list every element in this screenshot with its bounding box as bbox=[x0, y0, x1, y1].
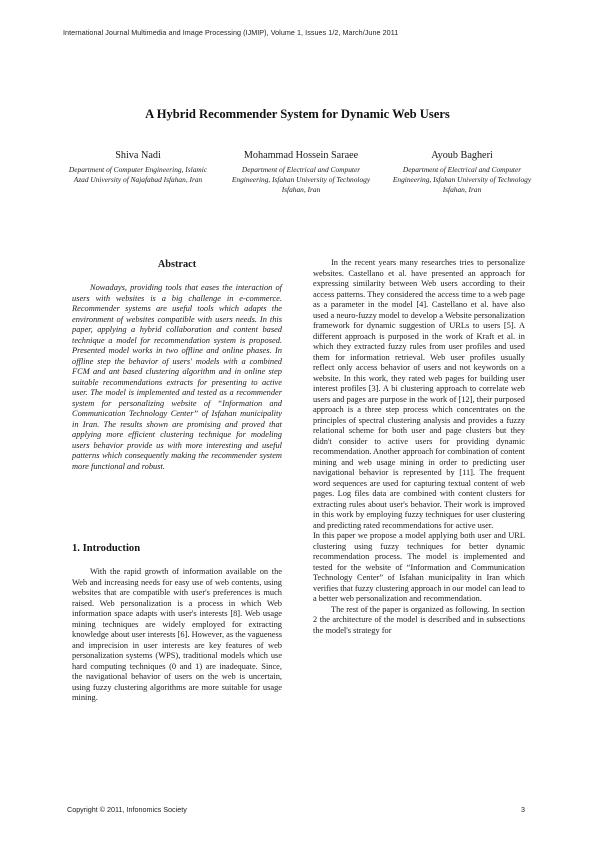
author-affiliation: Department of Computer Engineering, Islamic Azad University of Najafabad Isfahan, Iran bbox=[68, 165, 208, 184]
paper-title: A Hybrid Recommender System for Dynamic Web Users bbox=[145, 107, 450, 121]
author-block bbox=[231, 150, 371, 195]
author-block bbox=[68, 150, 208, 185]
author-affiliation: Department of Electrical and Computer Engineering, Isfahan University of Technology Isfahan, Iran bbox=[392, 165, 532, 194]
copyright-footer: Copyright © 2011, Infonomics Society bbox=[67, 805, 187, 814]
section-heading-introduction: 1. Introduction bbox=[72, 543, 141, 554]
page-number: 3 bbox=[521, 805, 525, 814]
body-paragraph: The rest of the paper is organized as following. In section 2 the architecture of the model is described and in subsections the model's strategy for bbox=[313, 604, 525, 635]
introduction-paragraph: With the rapid growth of information available on the Web and increasing needs for easy use of web contents, using websites that are compatible with user's preferences is much raised. Web personalization is a process in which Web information space adapts with user's interests [8]. Web usage mining techniques are widely employed for extracting knowledge about user interests [6]. However, as the vagueness and imprecision in user interests are key features of web personalization systems (WPS), traditional models which use hard computing techniques (0 and 1) are inadequate. Since, the navigational behavior of users on the web is uncertain, using fuzzy clustering algorithms are more suitable for usage mining. bbox=[72, 567, 282, 702]
author-affiliation: Department of Electrical and Computer Engineering, Isfahan University of Technology Isfahan, Iran bbox=[231, 165, 371, 194]
introduction-body bbox=[72, 567, 282, 704]
author-name: Shiva Nadi bbox=[115, 150, 161, 161]
right-column-body bbox=[313, 258, 525, 636]
author-block bbox=[392, 150, 532, 195]
author-name: Mohammad Hossein Saraee bbox=[243, 150, 359, 161]
author-name: Ayoub Bagheri bbox=[431, 150, 493, 161]
journal-header: International Journal Multimedia and Image Processing (IJMIP), Volume 1, Issues 1/2, March/June 2011 bbox=[63, 28, 399, 37]
abstract-paragraph: Nowadays, providing tools that eases the interaction of users with websites is a big challenge in e-commerce. Recommender systems are useful tools which adapts the environment of websites compatible with users needs. In this paper, applying a hybrid collaboration and content based technique a model for recommendation system is proposed. Presented model works in two offline and online phases. In offline step the behavior of users' models with a combined FCM and ant based clustering algorithm and in online step suitable recommendations extracts for presenting to active user. The model is implemented and tested as a recommender system for personalizing website of “Information and Communication Technology Center” of Isfahan municipality in Iran. The results shown are promising and proved that applying more efficient clustering technique for modeling users behavior provide us with more interesting and useful patterns which consequently making the recommender system more functional and robust. bbox=[72, 283, 282, 471]
body-paragraph: In this paper we propose a model applying both user and URL clustering using fuzzy techniques for better dynamic recommendation process. The model is implemented and tested for the website of “Information and Communication Technology Center” of Isfahan municipality in Iran which verifies that fuzzy clustering approach in our model can lead to a better web personalization and recommendation. bbox=[313, 531, 525, 603]
body-paragraph: In the recent years many researches tries to personalize websites. Castellano et al. have presented an approach for expressing similarity between Web users according to their access patterns. They considered the access time to a web page as a parameter in the model [4]. Castellano et al. have also used a neuro-fuzzy model to develop a Website personalization framework for dynamic suggestion of URLs to users [5]. A different approach is purposed in the work of Kraft et al. in which they extracted fuzzy rules from user profiles and used them for information retrieval. Web user profiles usually reflect only access behavior of users and not keywords on a website. In this work, they rated web pages for building user interest profiles [3]. A bi clustering approach to correlate web users and pages are purpose in the work of [12], their purposed approach is a three step process which concentrates on the principles of spectral clustering analysis and provides a fuzzy relational scheme for both user and page clusters but they didn't consider to active users for providing dynamic recommendation. Another approach for combination of content mining and web usage mining in order to predicting user navigational behavior is represented by [11]. The frequent word sequences are used for capturing textual content of web pages. Log files data are combined with content clusters for extracting rules about user's behavior. Their work is improved in this work by employing fuzzy techniques for user clustering and predicting rated recommendations for active user. bbox=[313, 258, 525, 530]
abstract-heading: Abstract bbox=[157, 259, 197, 270]
abstract-body bbox=[72, 283, 282, 472]
